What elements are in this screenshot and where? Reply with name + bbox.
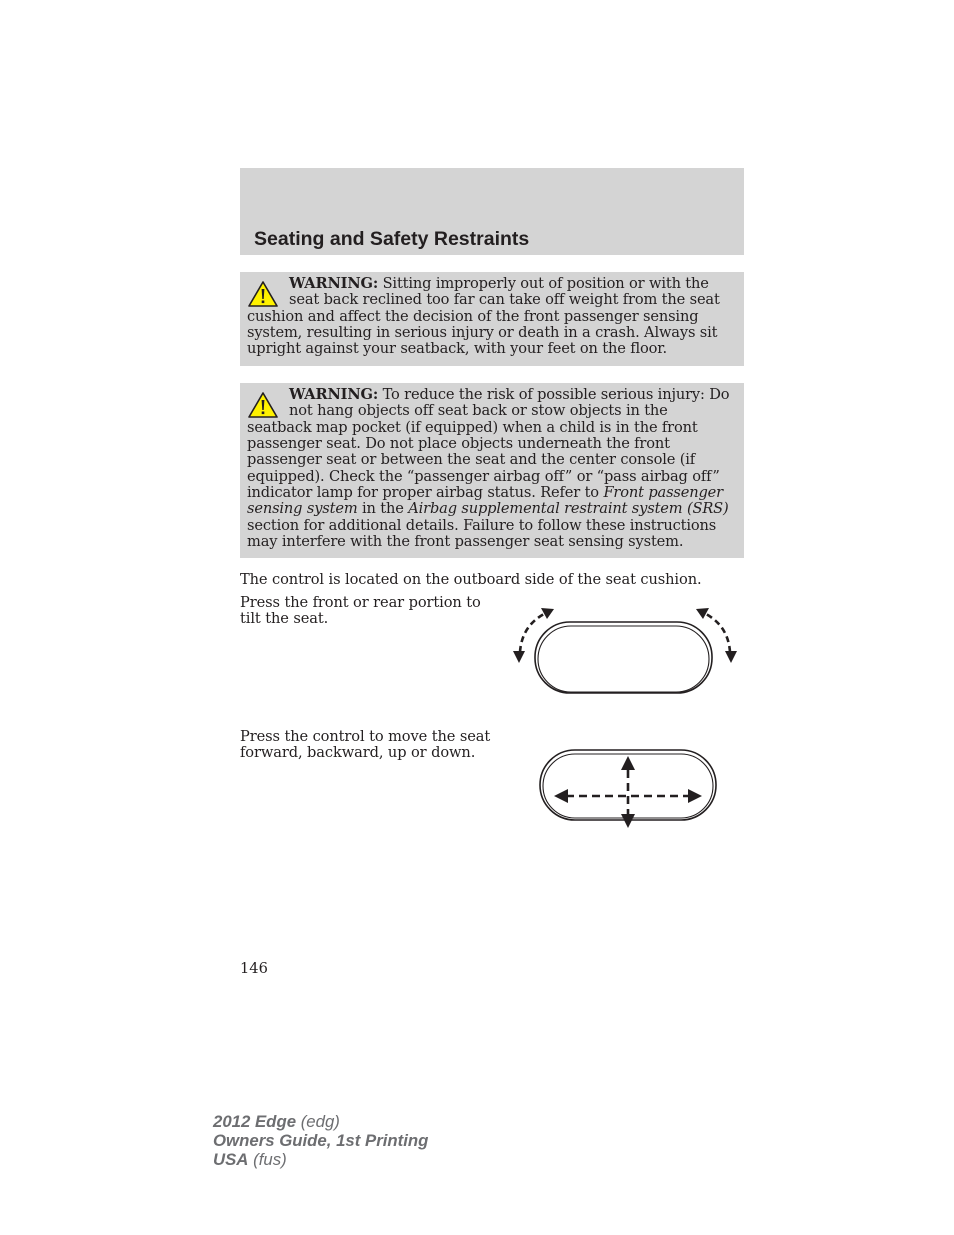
cross-reference-srs: Airbag supplemental restraint system (SRS) [408,500,729,518]
control-location-paragraph: The control is located on the outboard side of the seat cushion. [240,571,702,588]
warning-text [247,276,736,358]
footer-guide-line [213,1131,428,1150]
move-instruction-paragraph: Press the control to move the seat forward, backward, up or down. [240,728,491,762]
seat-tilt-control-icon [508,602,742,698]
section-title: Seating and Safety Restraints [254,228,530,250]
cross-reference-sensing-system: Front passenger sensing system [247,484,723,518]
warning-body: Sitting improperly out of position or with the seat back reclined too far can take off weight from the seat cushion and affect the decision of the front passenger sensing system, resulting in serious injury or death in a crash. Always sit upright against your seatback, with your feet on the floor. [247,275,720,358]
warning-label: WARNING: [289,275,379,292]
document-footer [213,1112,428,1169]
footer-model-line [213,1112,428,1131]
tilt-instruction-paragraph: Press the front or rear portion to tilt the seat. [240,594,481,628]
warning-label: WARNING: [289,386,379,403]
seat-move-control-icon [536,748,720,830]
warning-body-part-a: To reduce the risk of possible serious injury: Do not hang objects off seat back or stow objects in the seatback map pocket (if equipped) when a child is in the front passenger seat. Do not place objects underneath the front passenger seat or between the seat and the center console (if equipped). Check the “passenger airbag off” or “pass airbag off” indicator lamp for proper airbag status. Refer to [247,386,730,502]
footer-market-line [213,1150,428,1169]
warning-triangle-icon [247,391,279,419]
warning-body-part-b: in the [362,500,404,518]
warning-box-seat-position [240,272,744,366]
warning-text [247,387,736,550]
footer-model: 2012 Edge [213,1112,297,1131]
footer-market: USA [213,1150,249,1169]
warning-triangle-icon [247,280,279,308]
footer-market-code: (fus) [253,1150,287,1169]
page-number: 146 [240,960,268,977]
section-header-band [240,168,744,255]
warning-body-part-c: section for additional details. Failure to follow these instructions may interfere with the front passenger seat sensing system. [247,516,717,551]
footer-guide: Owners Guide, 1st Printing [213,1131,429,1150]
warning-box-seatback-objects [240,383,744,558]
footer-model-code: (edg) [300,1112,340,1131]
